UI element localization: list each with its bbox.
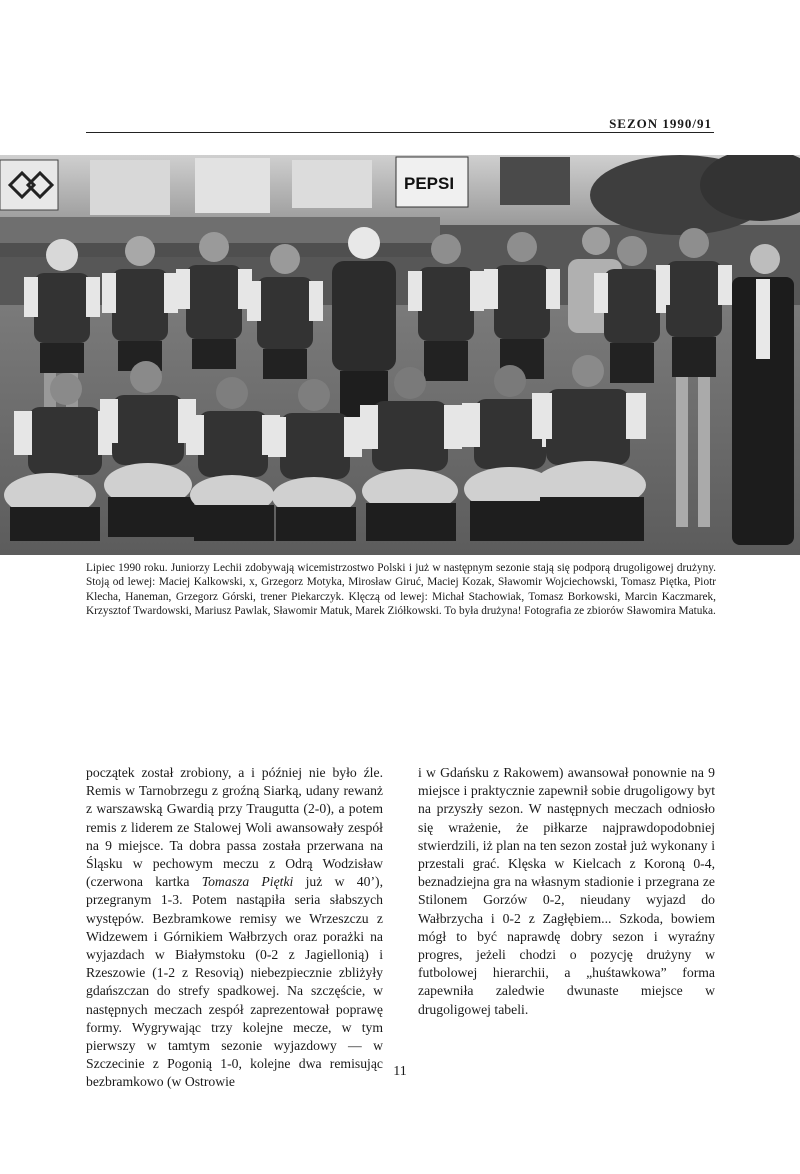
header-rule bbox=[86, 132, 714, 133]
body-left-italic-name: Tomasza Piętki bbox=[201, 874, 294, 890]
body-column-left bbox=[86, 764, 383, 1092]
page-number: 11 bbox=[393, 1064, 407, 1079]
team-photo bbox=[0, 155, 800, 555]
pepsi-banner-text: PEPSI bbox=[404, 174, 455, 193]
body-column-right: i w Gdańsku z Rakowem) awansował ponownie na 9 miejsce i praktycznie zapewnił sobie drugoligowy byt na przyszły sezon. W następnych meczach odniosło się wrażenie, że piłkarze najprawdopodobniej stwierdzili, iż plan na ten sezon został już wykonany i przestali grać. Klęska w Kielcach z Koroną 0-4, beznadziejna gra na własnym stadionie i przegrana ze Stilonem Gorzów 0-2, nieudany wyjazd do Wałbrzycha i 0-2 z Zagłębiem... Szkoda, bowiem mógł to być naprawdę dobry sezon i wyraźny progres, jeżeli chodzi o pozycję drużyny w futbolowej hierarchii, a „huśtawkowa” forma zapewniła zaledwie dwunaste miejsce w drugoligowej tabeli. bbox=[418, 765, 715, 1017]
photo-caption: Lipiec 1990 roku. Juniorzy Lechii zdobywają wicemistrzostwo Polski i już w następnym sezonie stają się podporą drugoligowej drużyny. Stoją od lewej: Maciej Kalkowski, x, Grzegorz Motyka, Mirosław Giruć, Maciej Kozak, Sławomir Wojciechowski, Tomasz Piętka, Piotr Klecha, Haneman, Grzegorz Górski, trener Piekarczyk. Klęczą od lewej: Michał Stachowiak, Tomasz Borkowski, Marcin Kaczmarek, Krzysztof Twardowski, Mariusz Pawlak, Sławomir Matuk, Marek Ziółkowski. To była drużyna! Fotografia ze zbiorów Sławomira Matuka. bbox=[86, 562, 716, 618]
body-left-part1: początek został zrobiony, a i później nie było źle. Remis w Tarnobrzegu z groźną Siarką, udany rewanż z warszawską Gwardią przy Traugutta (2-0), a potem remis z liderem ze Stalowej Woli awansowały zespół na 9 miejsce. Ta dobra passa została przerwana na Śląsku w pechowym meczu z Odrą Wodzisław (czerwona kartka bbox=[86, 765, 383, 890]
section-title: SEZON 1990/91 bbox=[609, 116, 712, 131]
body-left-part2: już w 40’), przegranym 1-3. Potem nastąpiła seria słabszych występów. Bezbramkowe remisy we Wrzeszczu z Widzewem i Górnikiem Wałbrzych oraz porażki na wyjazdach w Białymstoku (0-2 z Jagiellonią) i Rzeszowie (1-2 z Resovią) niebezpiecznie zbliżyły gdańszczan do strefy spadkowej. Na szczęście, w następnych meczach zespół zaprezentował poprawę formy. Wygrywając trzy kolejne mecze, w tym pierwszy w tamtym sezonie wyjazdowy — w Szczecinie z Pogonią 1-0, kolejne dwa remisując bezbramkowo (w Ostrowie bbox=[86, 874, 383, 1090]
